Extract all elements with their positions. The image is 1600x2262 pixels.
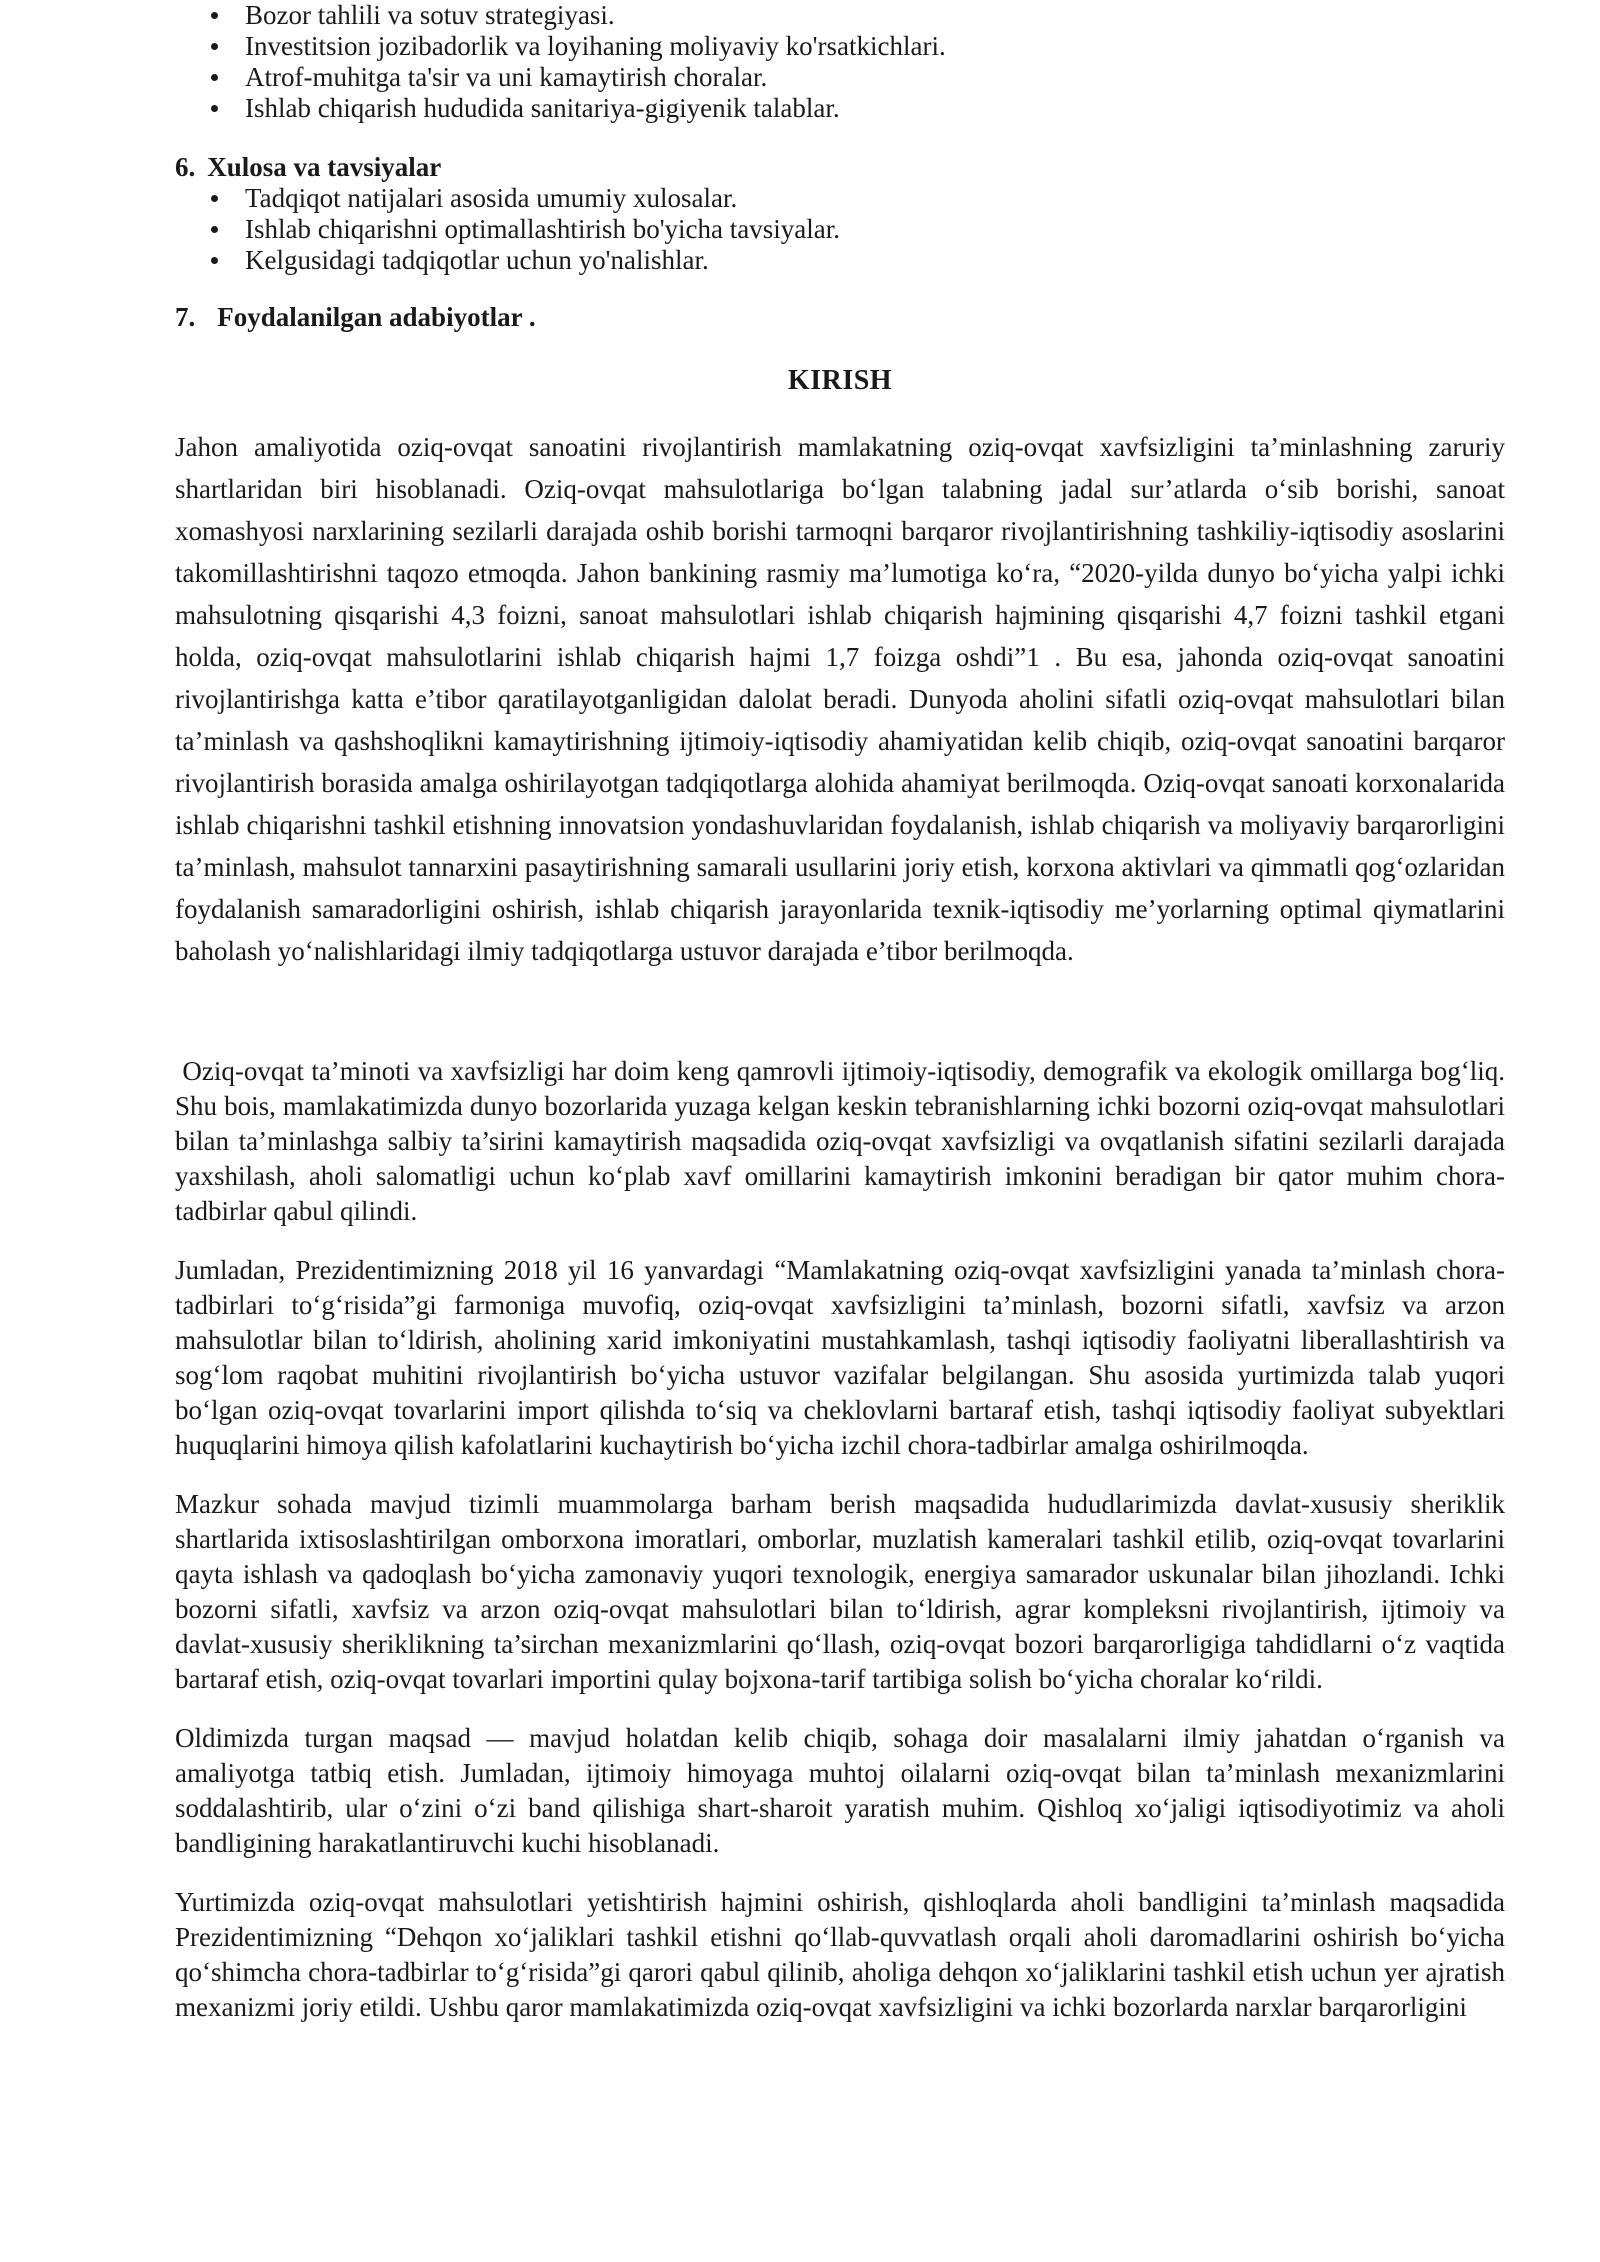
body-paragraph: Mazkur sohada mavjud tizimli muammolarga barham berish maqsadida hududlarimizda davlat-xususiy sheriklik shartlarida ixtisoslashtirilgan omborxona imoratlari, omborlar, muzlatish kameralari tashkil etilib, oziq-ovqat tovarlarini qayta ishlash va qadoqlash bo‘yicha zamonaviy yuqori texnologik, energiya samarador uskunalar bilan jihozlandi. Ichki bozorni sifatli, xavfsiz va arzon oziq-ovqat mahsulotlari bilan to‘ldirish, agrar kompleksni rivojlantirish, ijtimoiy va davlat-xususiy sheriklikning ta’sirchan mexanizmlarini qo‘llash, oziq-ovqat bozori barqarorligiga tahdidlarni o‘z vaqtida bartaraf etish, oziq-ovqat tovarlari importini qulay bojxona-tarif tartibiga solish bo‘yicha choralar ko‘rildi.: [175, 1489, 1505, 1694]
bullet-item: Atrof-muhitga ta'sir va uni kamaytirish choralar.: [175, 62, 1505, 93]
intro-bullet-list: [175, 0, 1505, 124]
chapter-heading-kirish: KIRISH: [787, 365, 893, 396]
section-7-title: Foydalanilgan adabiyotlar .: [217, 302, 536, 332]
bullet-item: Investitsion jozibadorlik va loyihaning moliyaviy ko'rsatkichlari.: [175, 31, 1505, 62]
bullet-item: Ishlab chiqarish hududida sanitariya-gigiyenik talablar.: [175, 93, 1505, 124]
bullet-item: Tadqiqot natijalari asosida umumiy xulosalar.: [175, 183, 1505, 214]
bullet-item: Bozor tahlili va sotuv strategiyasi.: [175, 0, 1505, 31]
body-paragraph: Jahon amaliyotida oziq-ovqat sanoatini rivojlantirish mamlakatning oziq-ovqat xavfsizligini ta’minlashning zaruriy shartlaridan biri hisoblanadi. Oziq-ovqat mahsulotlariga bo‘lgan talabning jadal sur’atlarda o‘sib borishi, sanoat xomashyosi narxlarining sezilarli darajada oshib borishi tarmoqni barqaror rivojlantirishning tashkiliy-iqtisodiy asoslarini takomillashtirishni taqozo etmoqda. Jahon bankining rasmiy ma’lumotiga ko‘ra, “2020-yilda dunyo bo‘yicha yalpi ichki mahsulotning qisqarishi 4,3 foizni, sanoat mahsulotlari ishlab chiqarish hajmining qisqarishi 4,7 foizni tashkil etgani holda, oziq-ovqat mahsulotlarini ishlab chiqarish hajmi 1,7 foizga oshdi”1 . Bu esa, jahonda oziq-ovqat sanoatini rivojlantirishga katta e’tibor qaratilayotganligidan dalolat beradi. Dunyoda aholini sifatli oziq-ovqat mahsulotlari bilan ta’minlash va qashshoqlikni kamaytirishning ijtimoiy-iqtisodiy ahamiyatidan kelib chiqib, oziq-ovqat sanoatini barqaror rivojlantirish borasida amalga oshirilayotgan tadqiqotlarga alohida ahamiyat berilmoqda. Oziq-ovqat sanoati korxonalarida ishlab chiqarishni tashkil etishning innovatsion yondashuvlaridan foydalanish, ishlab chiqarish va moliyaviy barqarorligini ta’minlash, mahsulot tannarxini pasaytirishning samarali usullarini joriy etish, korxona aktivlari va qimmatli qog‘ozlaridan foydalanish samaradorligini oshirish, ishlab chiqarish jarayonlarida texnik-iqtisodiy me’yorlarning optimal qiymatlarini baholash yo‘nalishlaridagi ilmiy tadqiqotlarga ustuvor darajada e’tibor berilmoqda.: [175, 432, 1505, 966]
section-6-bullet-list: [175, 183, 1505, 276]
body-paragraphs: [175, 426, 1505, 2025]
section-6-heading: [175, 152, 1505, 183]
section-6-number: 6.: [175, 152, 196, 182]
section-6-title: Xulosa va tavsiyalar: [207, 152, 442, 182]
bullet-item: Ishlab chiqarishni optimallashtirish bo'yicha tavsiyalar.: [175, 214, 1505, 245]
body-paragraph: Yurtimizda oziq-ovqat mahsulotlari yetishtirish hajmini oshirish, qishloqlarda aholi bandligini ta’minlash maqsadida Prezidentimizning “Dehqon xo‘jaliklari tashkil etishni qo‘llab-quvvatlash orqali aholi daromadlarini oshirish bo‘yicha qo‘shimcha chora-tadbirlar to‘g‘risida”gi qarori qabul qilinib, aholiga dehqon xo‘jaliklarini tashkil etish uchun yer ajratish mexanizmi joriy etildi. Ushbu qaror mamlakatimizda oziq-ovqat xavfsizligini va ichki bozorlarda narxlar barqarorligini: [175, 1887, 1505, 2022]
body-paragraph: Oziq-ovqat ta’minoti va xavfsizligi har doim keng qamrovli ijtimoiy-iqtisodiy, demografik va ekologik omillarga bog‘liq. Shu bois, mamlakatimizda dunyo bozorlarida yuzaga kelgan keskin tebranishlarning ichki bozorni oziq-ovqat mahsulotlari bilan ta’minlashga salbiy ta’sirini kamaytirish maqsadida oziq-ovqat xavfsizligi va ovqatlanish sifatini sezilarli darajada yaxshilash, aholi salomatligi uchun ko‘plab xavf omillarini kamaytirish imkonini beradigan bir qator muhim chora-tadbirlar qabul qilindi.: [175, 1056, 1505, 1226]
section-7-heading: [175, 302, 1505, 333]
section-7-number: 7.: [175, 302, 196, 332]
body-paragraph: Jumladan, Prezidentimizning 2018 yil 16 yanvardagi “Mamlakatning oziq-ovqat xavfsizligini yanada ta’minlash chora-tadbirlari to‘g‘risida”gi farmoniga muvofiq, oziq-ovqat xavfsizligini ta’minlash, bozorni sifatli, xavfsiz va arzon mahsulotlar bilan to‘ldirish, aholining xarid imkoniyatini mustahkamlash, tashqi iqtisodiy faoliyatni liberallashtirish va sog‘lom raqobat muhitini rivojlantirish bo‘yicha ustuvor vazifalar belgilangan. Shu asosida yurtimizda talab yuqori bo‘lgan oziq-ovqat tovarlarini import qilishda to‘siq va cheklovlarni bartaraf etish, tashqi iqtisodiy faoliyat subyektlari huquqlarini himoya qilish kafolatlarini kuchaytirish bo‘yicha izchil chora-tadbirlar amalga oshirilmoqda.: [175, 1255, 1505, 1460]
body-paragraph: Oldimizda turgan maqsad — mavjud holatdan kelib chiqib, sohaga doir masalalarni ilmiy jahatdan o‘rganish va amaliyotga tatbiq etish. Jumladan, ijtimoiy himoyaga muhtoj oilalarni oziq-ovqat bilan ta’minlash mexanizmlarini soddalashtirib, ular o‘zini o‘zi band qilishiga shart-sharoit yaratish muhim. Qishloq xo‘jaligi iqtisodiyotimiz va aholi bandligining harakatlantiruvchi kuchi hisoblanadi.: [175, 1723, 1505, 1858]
bullet-item: Kelgusidagi tadqiqotlar uchun yo'nalishlar.: [175, 245, 1505, 276]
